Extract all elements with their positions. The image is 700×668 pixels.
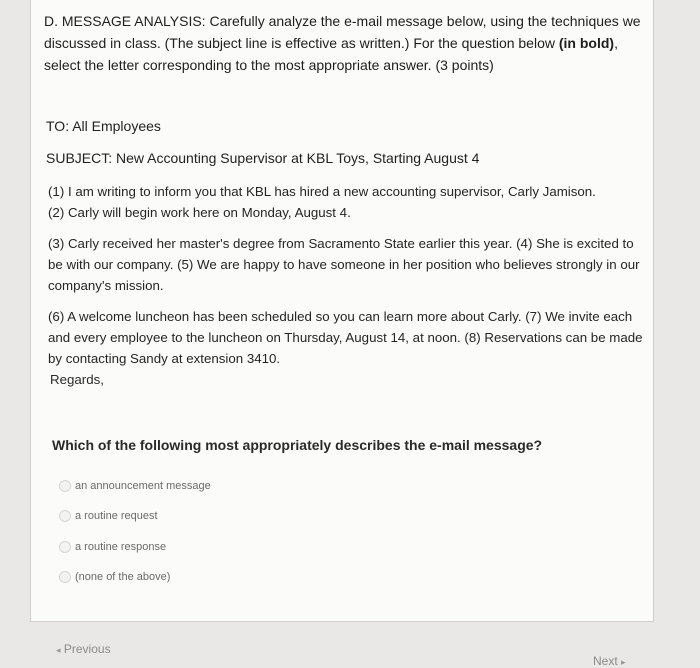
- email-paragraph-2: (3) Carly received her master's degree from Sacramento State earlier this year. (4) She is excited to be with our company. (5) We are happy to have someone in her position who believes strongly in our company's mission.: [48, 236, 640, 293]
- email-subject: SUBJECT: New Accounting Supervisor at KBL Toys, Starting August 4: [46, 150, 480, 166]
- email-sentence-1: (1) I am writing to inform you that KBL has hired a new accounting supervisor, Carly Jamison.: [48, 184, 596, 199]
- option-routine-response[interactable]: [59, 539, 211, 554]
- question-card: [30, 0, 654, 622]
- answer-options: [59, 478, 211, 600]
- email-closing: Regards,: [50, 372, 104, 387]
- next-label: Next: [593, 654, 618, 668]
- email-paragraph-1: [48, 181, 644, 223]
- previous-label: Previous: [63, 642, 111, 656]
- option-routine-request[interactable]: [59, 509, 211, 524]
- chevron-left-icon: ◂: [56, 645, 61, 655]
- option-label: an announcement message: [75, 479, 211, 492]
- option-label: (none of the above): [75, 571, 171, 583]
- email-to: TO: All Employees: [46, 118, 161, 134]
- instructions: [44, 10, 644, 76]
- radio-button[interactable]: [59, 480, 71, 492]
- radio-button[interactable]: [59, 571, 71, 583]
- option-none[interactable]: [59, 570, 211, 585]
- previous-button[interactable]: [56, 642, 111, 656]
- radio-button[interactable]: [59, 541, 71, 553]
- option-announcement[interactable]: [59, 478, 211, 493]
- email-sentence-2: (2) Carly will begin work here on Monday, August 4.: [48, 205, 351, 220]
- instructions-bold: (in bold): [558, 35, 615, 51]
- option-label: a routine response: [75, 540, 167, 553]
- radio-button[interactable]: [59, 510, 71, 522]
- option-label: a routine request: [75, 510, 158, 522]
- instructions-text-end: , select the letter corresponding to the most appropriate answer. (3 points): [44, 35, 618, 73]
- instructions-text: D. MESSAGE ANALYSIS: Carefully analyze the e-mail message below, using the techniques we discussed in class. (The subject line is effective as written.) For the question below: [44, 13, 641, 51]
- email-paragraph-3: (6) A welcome luncheon has been scheduled so you can learn more about Carly. (7) We invite each and every employee to the luncheon on Thursday, August 14, at noon. (8) Reservations can be made by contacting Sandy at extension 3410.: [48, 309, 643, 366]
- question-text: Which of the following most appropriately describes the e-mail message?: [52, 437, 543, 453]
- chevron-right-icon: ▸: [621, 657, 626, 667]
